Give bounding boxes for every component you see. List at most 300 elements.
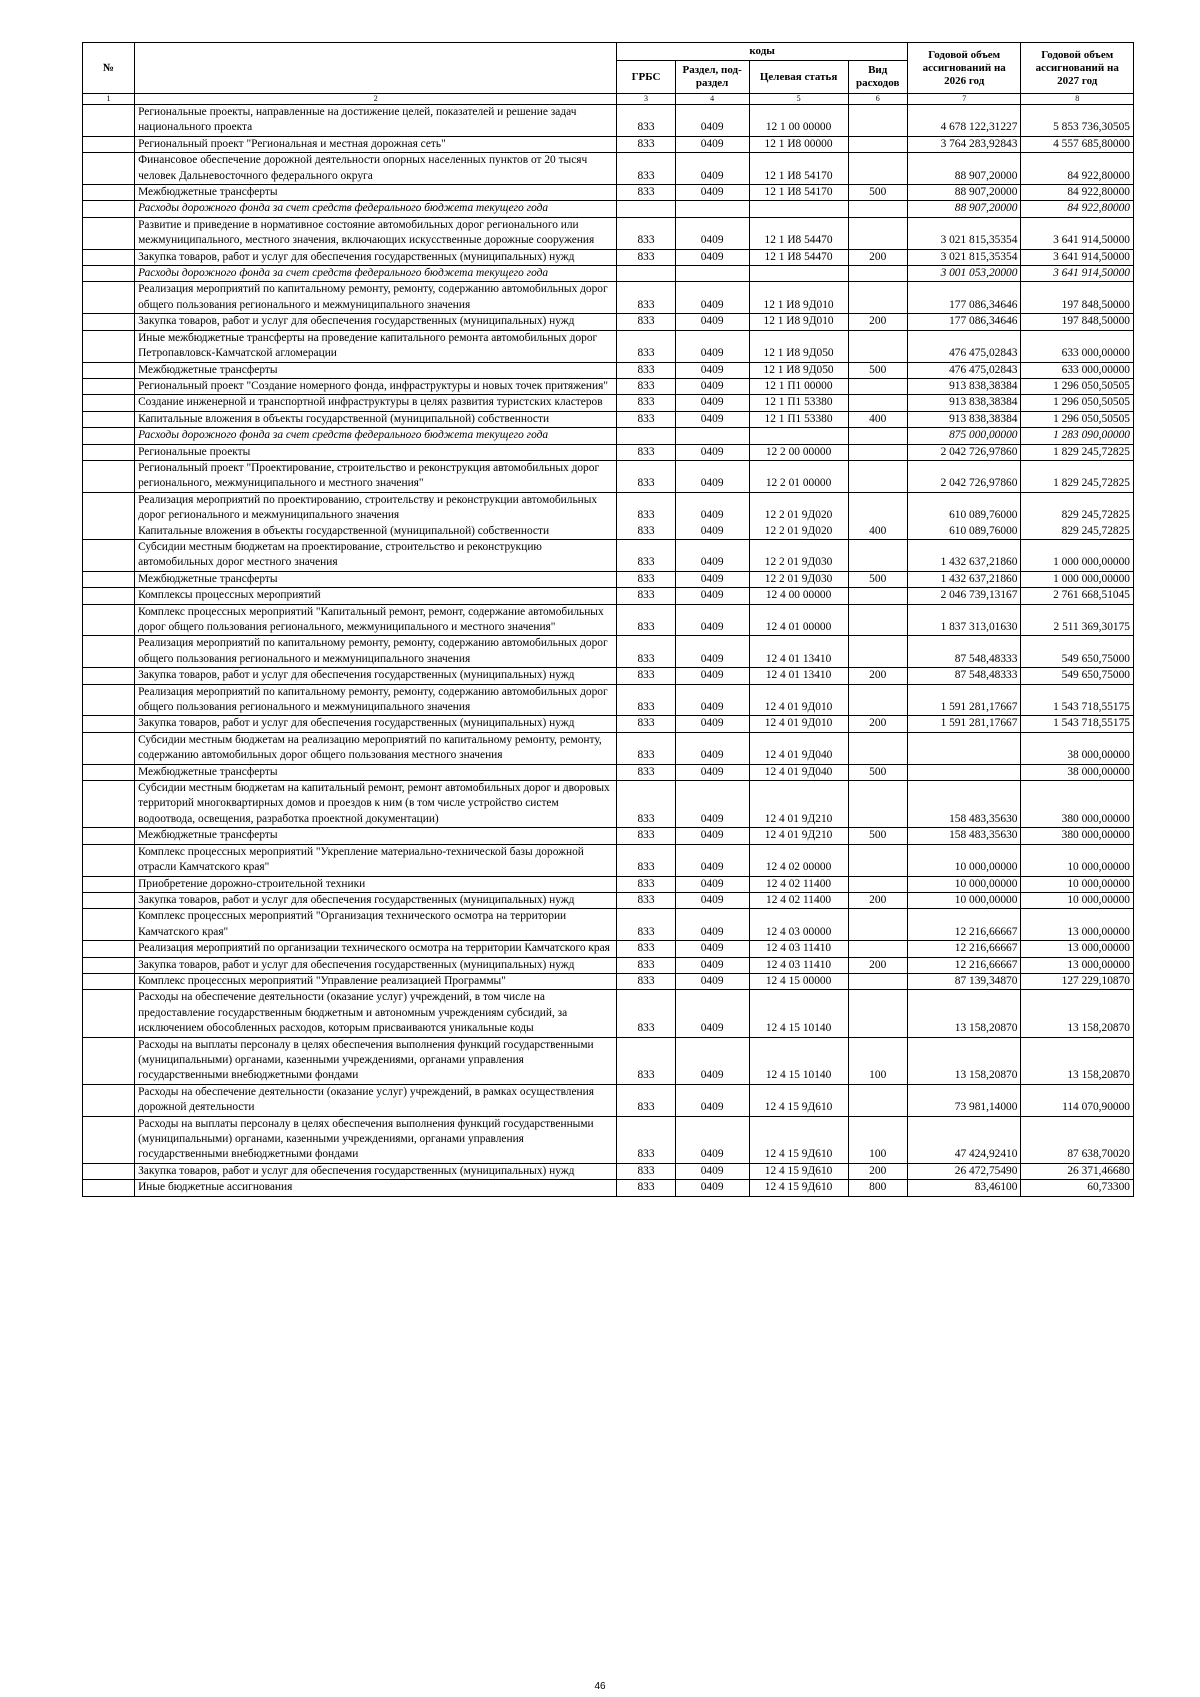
column-number: 3 <box>617 94 675 105</box>
expense-type-cell: 100 <box>848 1037 907 1084</box>
row-number-cell <box>83 201 135 217</box>
row-name: Региональный проект "Создание номерного фонда, инфраструктуры и новых точек притяжения" <box>135 378 617 394</box>
amount-2026-cell: 4 678 122,31227 <box>907 105 1021 137</box>
target-article-cell: 12 4 01 9Д210 <box>749 781 848 828</box>
table-row <box>83 1116 1134 1163</box>
amount-2026-cell: 47 424,92410 <box>907 1116 1021 1163</box>
section-cell: 0409 <box>675 764 749 780</box>
grbs-cell: 833 <box>617 460 675 492</box>
target-article-cell: 12 4 15 9Д610 <box>749 1084 848 1116</box>
row-number-cell <box>83 539 135 571</box>
grbs-cell: 833 <box>617 330 675 362</box>
amount-2027-cell: 2 511 369,30175 <box>1021 604 1134 636</box>
amount-2027-cell: 127 229,10870 <box>1021 973 1134 989</box>
section-cell: 0409 <box>675 941 749 957</box>
amount-2026-cell: 13 158,20870 <box>907 990 1021 1037</box>
row-name: Реализация мероприятий по капитальному ремонту, ремонту, содержанию автомобильных дорог общего пользования регионального и межмуниципального значения <box>135 282 617 314</box>
section-cell: 0409 <box>675 1163 749 1179</box>
amount-2027-cell: 1 000 000,00000 <box>1021 571 1134 587</box>
row-number-cell <box>83 153 135 185</box>
table-row <box>83 266 1134 282</box>
amount-2026-cell: 73 981,14000 <box>907 1084 1021 1116</box>
amount-2027-cell: 1 000 000,00000 <box>1021 539 1134 571</box>
target-article-cell: 12 4 01 9Д010 <box>749 684 848 716</box>
target-article-cell: 12 2 01 00000 <box>749 460 848 492</box>
section-cell: 0409 <box>675 844 749 876</box>
target-article-cell: 12 2 00 00000 <box>749 444 848 460</box>
row-name: Расходы дорожного фонда за счет средств федерального бюджета текущего года <box>135 428 617 444</box>
amount-2027-cell: 1 829 245,72825 <box>1021 444 1134 460</box>
target-article-cell: 12 4 15 9Д610 <box>749 1163 848 1179</box>
row-name: Региональные проекты, направленные на достижение целей, показателей и решение задач национального проекта <box>135 105 617 137</box>
row-name: Закупка товаров, работ и услуг для обеспечения государственных (муниципальных) нужд <box>135 892 617 908</box>
grbs-cell: 833 <box>617 909 675 941</box>
table-row <box>83 492 1134 523</box>
row-name: Субсидии местным бюджетам на проектирование, строительство и реконструкцию автомобильных дорог местного значения <box>135 539 617 571</box>
row-number-cell <box>83 781 135 828</box>
row-name: Региональный проект "Региональная и местная дорожная сеть" <box>135 136 617 152</box>
table-row <box>83 588 1134 604</box>
section-cell: 0409 <box>675 136 749 152</box>
amount-2027-cell: 114 070,90000 <box>1021 1084 1134 1116</box>
amount-2027-cell: 4 557 685,80000 <box>1021 136 1134 152</box>
table-row <box>83 892 1134 908</box>
grbs-cell: 833 <box>617 217 675 249</box>
target-article-cell: 12 4 01 9Д210 <box>749 828 848 844</box>
amount-2026-cell: 83,46100 <box>907 1180 1021 1196</box>
row-number-cell <box>83 668 135 684</box>
row-name: Региональный проект "Проектирование, строительство и реконструкция автомобильных дорог регионального, межмуниципального и местного значения" <box>135 460 617 492</box>
amount-2026-cell: 87 548,48333 <box>907 668 1021 684</box>
table-row <box>83 524 1134 540</box>
table-row <box>83 716 1134 732</box>
table-row <box>83 764 1134 780</box>
section-cell: 0409 <box>675 892 749 908</box>
table-row <box>83 428 1134 444</box>
expense-type-cell <box>848 395 907 411</box>
grbs-cell: 833 <box>617 957 675 973</box>
row-name: Капитальные вложения в объекты государственной (муниципальной) собственности <box>135 411 617 427</box>
amount-2027-cell: 87 638,70020 <box>1021 1116 1134 1163</box>
row-number-cell <box>83 411 135 427</box>
table-row <box>83 185 1134 201</box>
amount-2027-cell: 1 283 090,00000 <box>1021 428 1134 444</box>
row-number-cell <box>83 892 135 908</box>
target-article-cell: 12 1 П1 00000 <box>749 378 848 394</box>
expense-type-cell <box>848 105 907 137</box>
amount-2026-cell: 875 000,00000 <box>907 428 1021 444</box>
row-name: Расходы дорожного фонда за счет средств федерального бюджета текущего года <box>135 201 617 217</box>
grbs-cell <box>617 266 675 282</box>
amount-2026-cell: 26 472,75490 <box>907 1163 1021 1179</box>
table-body <box>83 105 1134 1197</box>
expense-type-cell: 500 <box>848 571 907 587</box>
expense-type-cell <box>848 330 907 362</box>
amount-2027-cell: 3 641 914,50000 <box>1021 266 1134 282</box>
row-name: Закупка товаров, работ и услуг для обеспечения государственных (муниципальных) нужд <box>135 716 617 732</box>
expense-type-cell: 200 <box>848 249 907 265</box>
row-name: Приобретение дорожно-строительной техники <box>135 876 617 892</box>
header-expense-type: Вид расходов <box>848 61 907 94</box>
amount-2027-cell: 2 761 668,51045 <box>1021 588 1134 604</box>
row-name: Закупка товаров, работ и услуг для обеспечения государственных (муниципальных) нужд <box>135 249 617 265</box>
row-number-cell <box>83 249 135 265</box>
amount-2026-cell: 610 089,76000 <box>907 492 1021 523</box>
grbs-cell: 833 <box>617 636 675 668</box>
target-article-cell: 12 2 01 9Д020 <box>749 524 848 540</box>
row-number-cell <box>83 571 135 587</box>
amount-2027-cell: 84 922,80000 <box>1021 185 1134 201</box>
row-number-cell <box>83 604 135 636</box>
column-number: 4 <box>675 94 749 105</box>
target-article-cell: 12 4 03 00000 <box>749 909 848 941</box>
expense-type-cell <box>848 781 907 828</box>
expense-type-cell: 100 <box>848 1116 907 1163</box>
target-article-cell: 12 4 00 00000 <box>749 588 848 604</box>
table-row <box>83 990 1134 1037</box>
row-number-cell <box>83 636 135 668</box>
expense-type-cell <box>848 1084 907 1116</box>
amount-2027-cell: 84 922,80000 <box>1021 153 1134 185</box>
expense-type-cell: 200 <box>848 314 907 330</box>
table-row <box>83 684 1134 716</box>
row-name: Реализация мероприятий по капитальному ремонту, ремонту, содержанию автомобильных дорог общего пользования регионального и межмуниципального значения <box>135 636 617 668</box>
amount-2026-cell: 1 837 313,01630 <box>907 604 1021 636</box>
grbs-cell: 833 <box>617 732 675 764</box>
target-article-cell <box>749 428 848 444</box>
row-name: Закупка товаров, работ и услуг для обеспечения государственных (муниципальных) нужд <box>135 314 617 330</box>
row-number-cell <box>83 1180 135 1196</box>
row-number-cell <box>83 1084 135 1116</box>
row-number-cell <box>83 990 135 1037</box>
table-row <box>83 732 1134 764</box>
amount-2026-cell: 913 838,38384 <box>907 411 1021 427</box>
budget-table <box>82 42 1134 1197</box>
target-article-cell: 12 4 02 00000 <box>749 844 848 876</box>
target-article-cell: 12 4 15 10140 <box>749 1037 848 1084</box>
section-cell: 0409 <box>675 571 749 587</box>
target-article-cell: 12 1 00 00000 <box>749 105 848 137</box>
row-number-cell <box>83 314 135 330</box>
amount-2027-cell: 60,73300 <box>1021 1180 1134 1196</box>
row-name: Закупка товаров, работ и услуг для обеспечения государственных (муниципальных) нужд <box>135 668 617 684</box>
row-number-cell <box>83 185 135 201</box>
row-number-cell <box>83 136 135 152</box>
row-number-cell <box>83 460 135 492</box>
amount-2026-cell: 2 042 726,97860 <box>907 460 1021 492</box>
amount-2027-cell: 38 000,00000 <box>1021 732 1134 764</box>
row-name: Расходы дорожного фонда за счет средств федерального бюджета текущего года <box>135 266 617 282</box>
grbs-cell: 833 <box>617 314 675 330</box>
section-cell: 0409 <box>675 716 749 732</box>
grbs-cell: 833 <box>617 990 675 1037</box>
header-name <box>135 43 617 94</box>
table-row <box>83 330 1134 362</box>
section-cell: 0409 <box>675 330 749 362</box>
target-article-cell: 12 2 01 9Д020 <box>749 492 848 523</box>
amount-2027-cell: 1 296 050,50505 <box>1021 411 1134 427</box>
amount-2027-cell: 5 853 736,30505 <box>1021 105 1134 137</box>
expense-type-cell: 200 <box>848 1163 907 1179</box>
table-row <box>83 362 1134 378</box>
grbs-cell: 833 <box>617 1116 675 1163</box>
amount-2027-cell: 13 158,20870 <box>1021 990 1134 1037</box>
target-article-cell: 12 1 И8 54170 <box>749 153 848 185</box>
section-cell: 0409 <box>675 973 749 989</box>
expense-type-cell: 200 <box>848 716 907 732</box>
section-cell: 0409 <box>675 1037 749 1084</box>
row-name: Закупка товаров, работ и услуг для обеспечения государственных (муниципальных) нужд <box>135 1163 617 1179</box>
table-row <box>83 105 1134 137</box>
grbs-cell: 833 <box>617 105 675 137</box>
expense-type-cell <box>848 217 907 249</box>
amount-2026-cell: 88 907,20000 <box>907 185 1021 201</box>
expense-type-cell <box>848 153 907 185</box>
row-number-cell <box>83 764 135 780</box>
row-name: Расходы на обеспечение деятельности (оказание услуг) учреждений, в рамках осуществления дорожной деятельности <box>135 1084 617 1116</box>
grbs-cell: 833 <box>617 136 675 152</box>
row-name: Создание инженерной и транспортной инфраструктуры в целях развития туристских кластеров <box>135 395 617 411</box>
section-cell: 0409 <box>675 990 749 1037</box>
grbs-cell: 833 <box>617 411 675 427</box>
target-article-cell: 12 4 01 9Д040 <box>749 732 848 764</box>
table-row <box>83 539 1134 571</box>
expense-type-cell: 200 <box>848 957 907 973</box>
amount-2026-cell: 12 216,66667 <box>907 957 1021 973</box>
header-num: № <box>83 43 135 94</box>
target-article-cell <box>749 201 848 217</box>
section-cell: 0409 <box>675 1084 749 1116</box>
row-number-cell <box>83 957 135 973</box>
column-number: 2 <box>135 94 617 105</box>
section-cell <box>675 201 749 217</box>
target-article-cell: 12 4 15 10140 <box>749 990 848 1037</box>
section-cell: 0409 <box>675 1180 749 1196</box>
amount-2026-cell: 2 046 739,13167 <box>907 588 1021 604</box>
grbs-cell: 833 <box>617 492 675 523</box>
target-article-cell: 12 2 01 9Д030 <box>749 539 848 571</box>
amount-2026-cell: 10 000,00000 <box>907 892 1021 908</box>
grbs-cell: 833 <box>617 764 675 780</box>
header-codes: коды <box>617 43 908 61</box>
column-number: 6 <box>848 94 907 105</box>
row-number-cell <box>83 1163 135 1179</box>
expense-type-cell <box>848 282 907 314</box>
target-article-cell: 12 4 03 11410 <box>749 957 848 973</box>
grbs-cell: 833 <box>617 185 675 201</box>
expense-type-cell <box>848 378 907 394</box>
expense-type-cell <box>848 136 907 152</box>
table-row <box>83 973 1134 989</box>
amount-2026-cell: 1 432 637,21860 <box>907 571 1021 587</box>
amount-2027-cell: 3 641 914,50000 <box>1021 249 1134 265</box>
section-cell: 0409 <box>675 604 749 636</box>
header-grbs: ГРБС <box>617 61 675 94</box>
row-name: Межбюджетные трансферты <box>135 764 617 780</box>
row-number-cell <box>83 716 135 732</box>
expense-type-cell <box>848 201 907 217</box>
grbs-cell: 833 <box>617 249 675 265</box>
amount-2026-cell: 610 089,76000 <box>907 524 1021 540</box>
grbs-cell: 833 <box>617 1180 675 1196</box>
grbs-cell: 833 <box>617 444 675 460</box>
section-cell: 0409 <box>675 185 749 201</box>
amount-2026-cell: 3 764 283,92843 <box>907 136 1021 152</box>
table-row <box>83 282 1134 314</box>
amount-2027-cell: 13 000,00000 <box>1021 909 1134 941</box>
amount-2026-cell: 3 001 053,20000 <box>907 266 1021 282</box>
row-number-cell <box>83 395 135 411</box>
row-name: Расходы на обеспечение деятельности (оказание услуг) учреждений, в том числе на предоставление государственным бюджетным и автономным учреждениям субсидий, за исключением обособленных расходов, которым присваиваются уникальные коды <box>135 990 617 1037</box>
amount-2026-cell: 87 139,34870 <box>907 973 1021 989</box>
amount-2027-cell: 380 000,00000 <box>1021 828 1134 844</box>
amount-2027-cell: 10 000,00000 <box>1021 844 1134 876</box>
section-cell <box>675 428 749 444</box>
amount-2027-cell: 26 371,46680 <box>1021 1163 1134 1179</box>
expense-type-cell: 500 <box>848 764 907 780</box>
expense-type-cell <box>848 460 907 492</box>
row-name: Реализация мероприятий по организации технического осмотра на территории Камчатского края <box>135 941 617 957</box>
row-name: Капитальные вложения в объекты государственной (муниципальной) собственности <box>135 524 617 540</box>
amount-2026-cell: 13 158,20870 <box>907 1037 1021 1084</box>
section-cell: 0409 <box>675 282 749 314</box>
target-article-cell: 12 4 15 9Д610 <box>749 1116 848 1163</box>
row-name: Развитие и приведение в нормативное состояние автомобильных дорог регионального или межмуниципального, местного значения, включающих искусственные дорожные сооружения <box>135 217 617 249</box>
amount-2027-cell: 829 245,72825 <box>1021 492 1134 523</box>
target-article-cell: 12 4 15 9Д610 <box>749 1180 848 1196</box>
amount-2026-cell: 3 021 815,35354 <box>907 249 1021 265</box>
grbs-cell: 833 <box>617 588 675 604</box>
section-cell: 0409 <box>675 411 749 427</box>
expense-type-cell: 500 <box>848 362 907 378</box>
grbs-cell: 833 <box>617 941 675 957</box>
amount-2027-cell: 84 922,80000 <box>1021 201 1134 217</box>
table-row <box>83 828 1134 844</box>
amount-2027-cell: 549 650,75000 <box>1021 668 1134 684</box>
table-row <box>83 201 1134 217</box>
row-name: Финансовое обеспечение дорожной деятельности опорных населенных пунктов от 20 тысяч человек Дальневосточного федерального округа <box>135 153 617 185</box>
expense-type-cell: 800 <box>848 1180 907 1196</box>
row-name: Межбюджетные трансферты <box>135 571 617 587</box>
row-number-cell <box>83 282 135 314</box>
row-name: Расходы на выплаты персоналу в целях обеспечения выполнения функций государственными (муниципальными) органами, казенными учреждениями, органами управления государственными внебюджетными фондами <box>135 1037 617 1084</box>
grbs-cell: 833 <box>617 395 675 411</box>
amount-2026-cell: 2 042 726,97860 <box>907 444 1021 460</box>
amount-2026-cell: 1 591 281,17667 <box>907 684 1021 716</box>
table-row <box>83 781 1134 828</box>
grbs-cell: 833 <box>617 1037 675 1084</box>
section-cell: 0409 <box>675 636 749 668</box>
row-number-cell <box>83 524 135 540</box>
expense-type-cell: 200 <box>848 892 907 908</box>
expense-type-cell <box>848 732 907 764</box>
amount-2027-cell: 197 848,50000 <box>1021 314 1134 330</box>
target-article-cell: 12 1 П1 53380 <box>749 395 848 411</box>
section-cell: 0409 <box>675 781 749 828</box>
amount-2027-cell: 13 000,00000 <box>1021 941 1134 957</box>
expense-type-cell <box>848 684 907 716</box>
amount-2027-cell: 549 650,75000 <box>1021 636 1134 668</box>
row-number-cell <box>83 941 135 957</box>
section-cell: 0409 <box>675 524 749 540</box>
amount-2026-cell: 476 475,02843 <box>907 330 1021 362</box>
column-number: 1 <box>83 94 135 105</box>
expense-type-cell <box>848 973 907 989</box>
section-cell: 0409 <box>675 668 749 684</box>
row-name: Комплексы процессных мероприятий <box>135 588 617 604</box>
table-row <box>83 1163 1134 1179</box>
row-name: Субсидии местным бюджетам на реализацию мероприятий по капитальному ремонту, ремонту, содержанию автомобильных дорог общего пользования местного значения <box>135 732 617 764</box>
expense-type-cell <box>848 941 907 957</box>
row-number-cell <box>83 362 135 378</box>
row-name: Межбюджетные трансферты <box>135 362 617 378</box>
row-name: Региональные проекты <box>135 444 617 460</box>
row-number-cell <box>83 1037 135 1084</box>
target-article-cell: 12 4 02 11400 <box>749 876 848 892</box>
grbs-cell: 833 <box>617 1084 675 1116</box>
target-article-cell: 12 1 И8 9Д010 <box>749 282 848 314</box>
expense-type-cell <box>848 588 907 604</box>
amount-2026-cell: 3 021 815,35354 <box>907 217 1021 249</box>
page-number: 46 <box>594 1681 606 1692</box>
section-cell: 0409 <box>675 588 749 604</box>
grbs-cell <box>617 428 675 444</box>
target-article-cell: 12 1 И8 54470 <box>749 217 848 249</box>
row-number-cell <box>83 684 135 716</box>
expense-type-cell: 500 <box>848 185 907 201</box>
target-article-cell: 12 1 П1 53380 <box>749 411 848 427</box>
section-cell: 0409 <box>675 828 749 844</box>
amount-2026-cell: 158 483,35630 <box>907 781 1021 828</box>
table-row <box>83 314 1134 330</box>
table-row <box>83 668 1134 684</box>
amount-2027-cell: 13 158,20870 <box>1021 1037 1134 1084</box>
grbs-cell: 833 <box>617 828 675 844</box>
target-article-cell: 12 1 И8 54470 <box>749 249 848 265</box>
row-number-cell <box>83 105 135 137</box>
grbs-cell: 833 <box>617 892 675 908</box>
amount-2026-cell: 87 548,48333 <box>907 636 1021 668</box>
expense-type-cell <box>848 604 907 636</box>
row-number-cell <box>83 330 135 362</box>
expense-type-cell <box>848 909 907 941</box>
amount-2026-cell: 913 838,38384 <box>907 395 1021 411</box>
section-cell: 0409 <box>675 957 749 973</box>
row-number-cell <box>83 909 135 941</box>
grbs-cell: 833 <box>617 716 675 732</box>
amount-2027-cell: 1 543 718,55175 <box>1021 684 1134 716</box>
amount-2027-cell: 633 000,00000 <box>1021 330 1134 362</box>
row-number-cell <box>83 732 135 764</box>
row-name: Реализация мероприятий по капитальному ремонту, ремонту, содержанию автомобильных дорог общего пользования регионального и межмуниципального значения <box>135 684 617 716</box>
row-number-cell <box>83 588 135 604</box>
target-article-cell: 12 1 И8 9Д010 <box>749 314 848 330</box>
expense-type-cell <box>848 539 907 571</box>
expense-type-cell: 400 <box>848 411 907 427</box>
grbs-cell: 833 <box>617 844 675 876</box>
expense-type-cell <box>848 428 907 444</box>
target-article-cell: 12 4 01 00000 <box>749 604 848 636</box>
section-cell: 0409 <box>675 378 749 394</box>
section-cell: 0409 <box>675 217 749 249</box>
table-row <box>83 636 1134 668</box>
amount-2026-cell: 177 086,34646 <box>907 314 1021 330</box>
amount-2026-cell: 88 907,20000 <box>907 153 1021 185</box>
row-number-cell <box>83 266 135 282</box>
row-name: Расходы на выплаты персоналу в целях обеспечения выполнения функций государственными (муниципальными) органами, казенными учреждениями, органами управления государственными внебюджетными фондами <box>135 1116 617 1163</box>
section-cell: 0409 <box>675 539 749 571</box>
row-number-cell <box>83 844 135 876</box>
